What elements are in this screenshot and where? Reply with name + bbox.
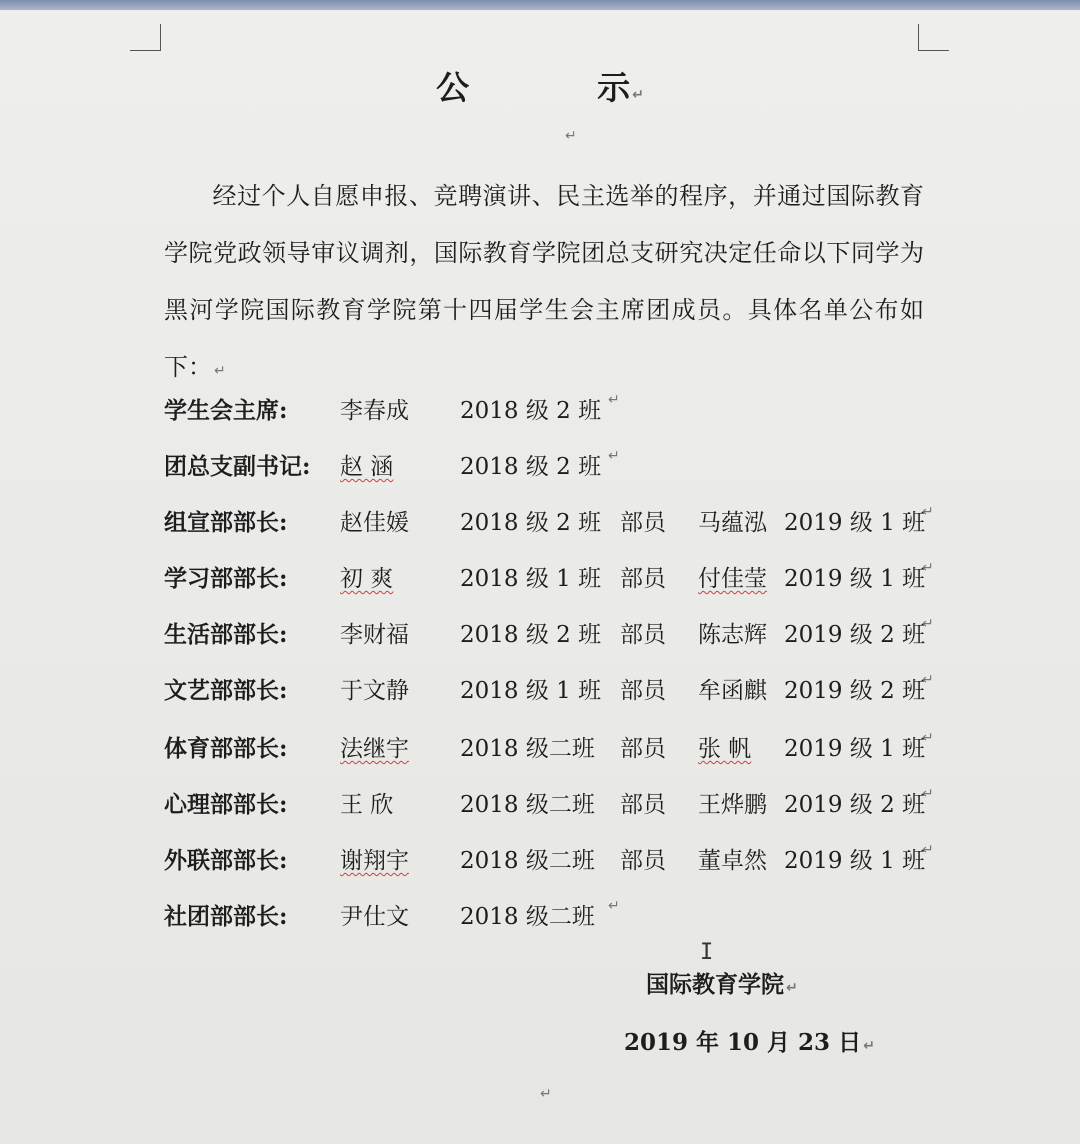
paragraph-mark-icon: ↵	[608, 392, 620, 408]
paragraph-mark-icon: ↵	[565, 128, 577, 144]
member-label: 部员	[620, 848, 666, 874]
document-page[interactable]	[0, 10, 1080, 1144]
person-name: 王 欣	[340, 792, 394, 818]
member-name: 马蕴泓	[698, 510, 767, 536]
member-label: 部员	[620, 678, 666, 704]
role-label: 学习部部长:	[164, 565, 288, 592]
role-label: 社团部部长:	[164, 903, 288, 930]
member-class: 2019 级 1 班	[784, 736, 926, 762]
member-row	[164, 560, 944, 600]
text-cursor-icon: I	[700, 940, 714, 965]
member-row	[164, 730, 944, 770]
role-label: 心理部部长:	[164, 791, 288, 818]
member-row	[164, 672, 944, 712]
class-label: 2018 级二班	[460, 736, 595, 762]
intro-text: 经过个人自愿申报、竞聘演讲、民主选举的程序，并通过国际教育学院党政领导审议调剂，国际教育学院团总支研究决定任命以下同学为黑河学院国际教育学院第十四届学生会主席团成员。具体名单公布如下：	[164, 182, 924, 381]
role-label: 外联部部长:	[164, 847, 288, 874]
class-label: 2018 级 2 班	[460, 398, 602, 424]
member-row	[164, 448, 944, 488]
role-label: 学生会主席:	[164, 397, 288, 424]
member-class: 2019 级 2 班	[784, 792, 926, 818]
member-name: 付佳莹	[698, 566, 767, 592]
member-label: 部员	[620, 792, 666, 818]
signature-org-text: 国际教育学院	[646, 971, 784, 998]
role-label: 团总支副书记:	[164, 453, 311, 480]
intro-paragraph	[164, 168, 924, 400]
person-name: 李春成	[340, 398, 409, 424]
paragraph-mark-icon: ↵	[922, 560, 934, 576]
person-name: 赵佳媛	[340, 510, 409, 536]
signature-date-text: 2019 年 10 月 23 日	[624, 1029, 862, 1056]
member-name: 董卓然	[698, 848, 767, 874]
paragraph-mark-icon: ↵	[922, 842, 934, 858]
margin-corner-top-left	[130, 24, 161, 51]
member-label: 部员	[620, 510, 666, 536]
paragraph-mark-icon: ↵	[922, 730, 934, 746]
paragraph-mark-icon: ↵	[863, 1038, 875, 1054]
margin-corner-top-right	[918, 24, 949, 51]
member-name: 牟函麒	[698, 678, 767, 704]
class-label: 2018 级二班	[460, 792, 595, 818]
paragraph-mark-icon: ↵	[214, 363, 226, 379]
member-class: 2019 级 2 班	[784, 622, 926, 648]
class-label: 2018 级 2 班	[460, 510, 602, 536]
paragraph-mark-icon: ↵	[922, 504, 934, 520]
person-name: 法继宇	[340, 736, 409, 762]
class-label: 2018 级 1 班	[460, 678, 602, 704]
paragraph-mark-icon: ↵	[540, 1086, 552, 1102]
role-label: 生活部部长:	[164, 621, 288, 648]
title-char-2: 示	[597, 68, 631, 107]
member-row	[164, 786, 944, 826]
role-label: 体育部部长:	[164, 735, 288, 762]
signature-date	[624, 1024, 875, 1057]
member-class: 2019 级 1 班	[784, 566, 926, 592]
paragraph-mark-icon: ↵	[786, 980, 798, 996]
person-name: 李财福	[340, 622, 409, 648]
signature-org	[646, 966, 798, 999]
person-name: 赵 涵	[340, 454, 394, 480]
member-row	[164, 616, 944, 656]
member-name: 陈志辉	[698, 622, 767, 648]
window-top-bar	[0, 0, 1080, 10]
paragraph-mark-icon: ↵	[608, 898, 620, 914]
paragraph-mark-icon: ↵	[922, 672, 934, 688]
class-label: 2018 级 2 班	[460, 622, 602, 648]
role-label: 组宣部部长:	[164, 509, 288, 536]
member-row	[164, 842, 944, 882]
class-label: 2018 级 2 班	[460, 454, 602, 480]
member-name: 张 帆	[698, 736, 752, 762]
person-name: 尹仕文	[340, 904, 409, 930]
person-name: 于文静	[340, 678, 409, 704]
class-label: 2018 级 1 班	[460, 566, 602, 592]
paragraph-mark-icon: ↵	[922, 786, 934, 802]
paragraph-mark-icon: ↵	[922, 616, 934, 632]
member-class: 2019 级 2 班	[784, 678, 926, 704]
role-label: 文艺部部长:	[164, 677, 288, 704]
paragraph-mark-icon: ↵	[632, 87, 644, 103]
paragraph-mark-icon: ↵	[608, 448, 620, 464]
person-name: 初 爽	[340, 566, 394, 592]
member-row	[164, 392, 944, 432]
member-label: 部员	[620, 622, 666, 648]
member-label: 部员	[620, 566, 666, 592]
class-label: 2018 级二班	[460, 904, 595, 930]
document-title	[0, 62, 1080, 109]
member-name: 王烨鹏	[698, 792, 767, 818]
member-row	[164, 898, 944, 938]
person-name: 谢翔宇	[340, 848, 409, 874]
member-row	[164, 504, 944, 544]
member-class: 2019 级 1 班	[784, 510, 926, 536]
member-label: 部员	[620, 736, 666, 762]
title-char-1: 公	[436, 68, 470, 107]
member-class: 2019 级 1 班	[784, 848, 926, 874]
class-label: 2018 级二班	[460, 848, 595, 874]
